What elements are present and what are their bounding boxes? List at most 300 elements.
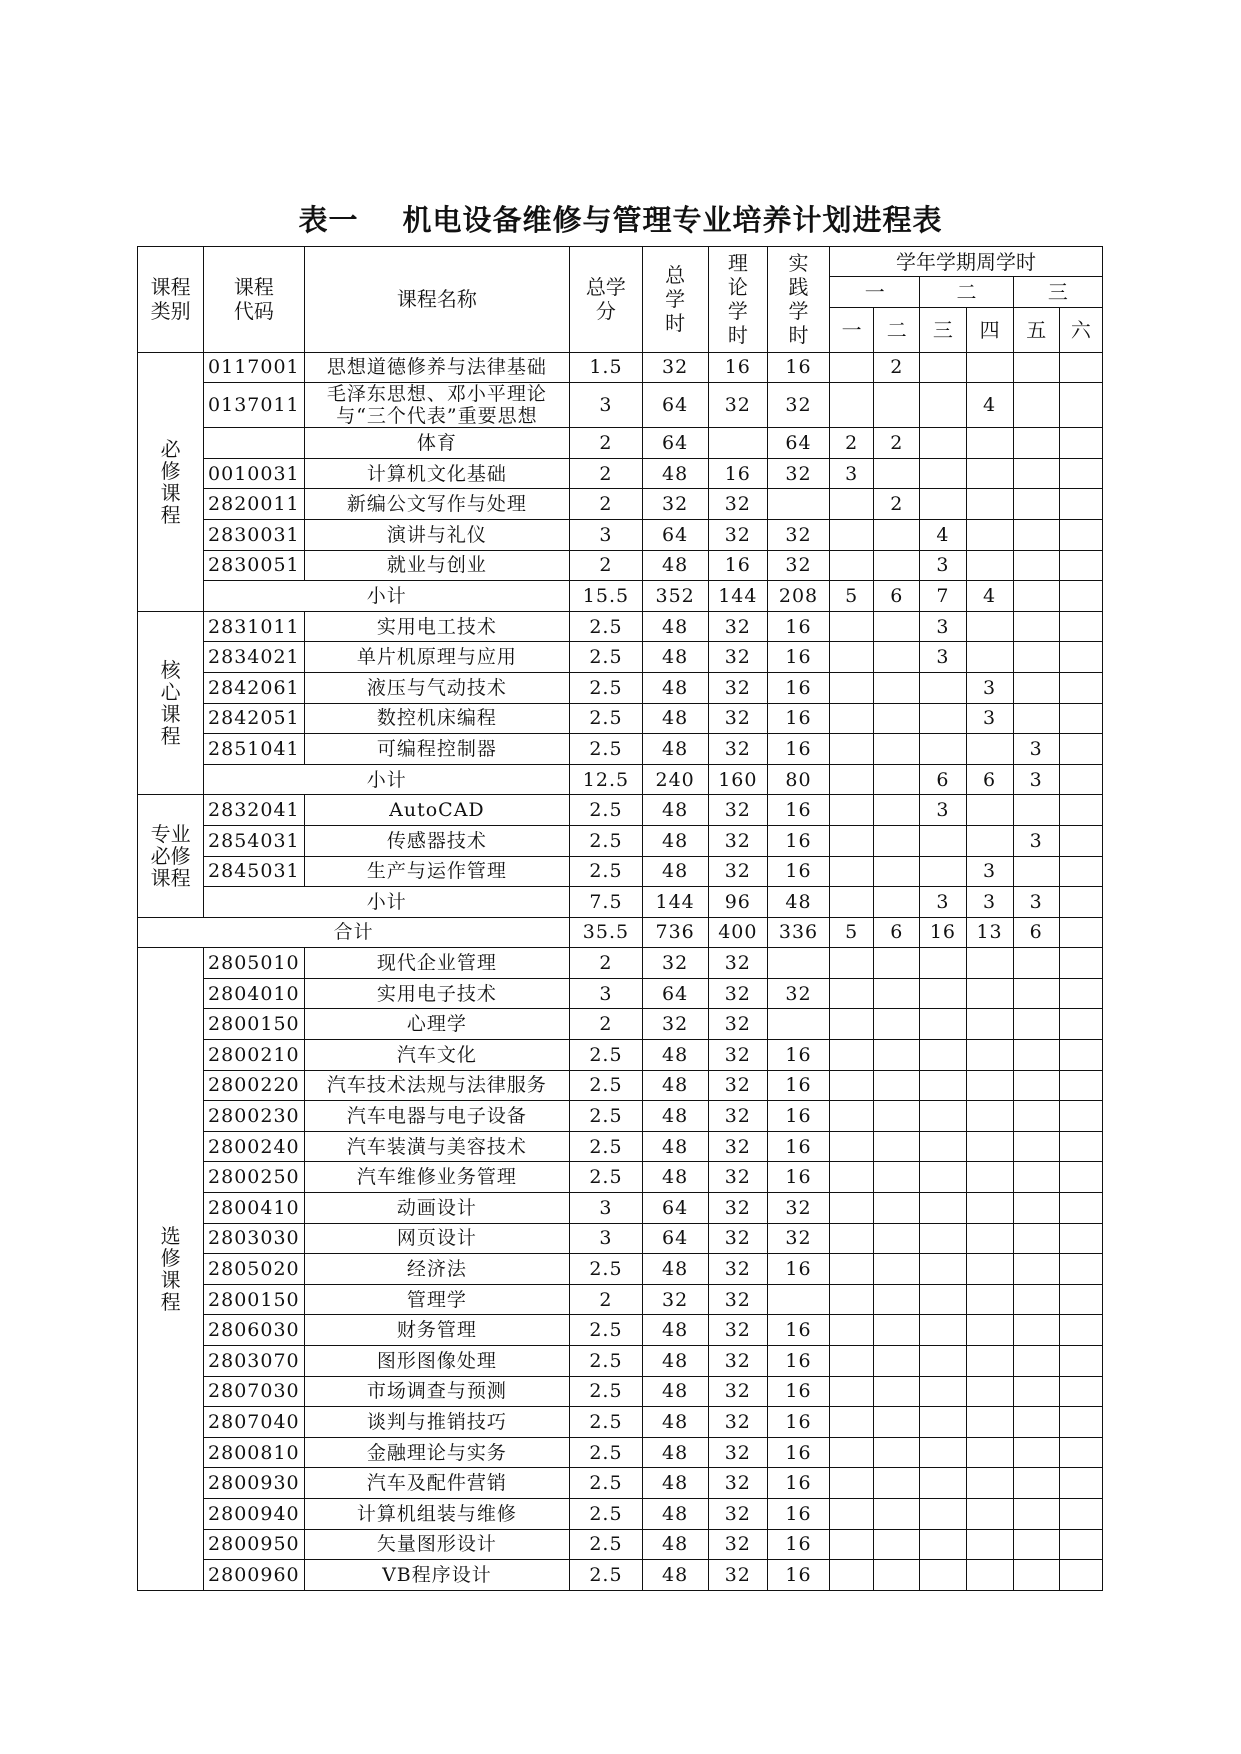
- term-6-hours-cell: [1059, 856, 1102, 887]
- practice-hours-cell: 32: [767, 519, 829, 550]
- theory-hours-cell: 16: [708, 352, 767, 383]
- total-hours-cell: 64: [642, 519, 708, 550]
- header-total-hours: 总学时: [642, 247, 708, 353]
- total-hours-cell: 64: [642, 1223, 708, 1254]
- total-hours-cell: 240: [642, 764, 708, 795]
- term-3-hours-cell: [920, 856, 966, 887]
- term-5-hours-cell: 6: [1013, 917, 1059, 948]
- elective-row: [138, 1468, 1103, 1499]
- term-4-hours-cell: [966, 1254, 1013, 1285]
- course-name-cell: 谈判与推销技巧: [304, 1407, 570, 1438]
- term-4-hours-cell: [966, 458, 1013, 489]
- term-6-hours-cell: [1059, 1131, 1102, 1162]
- term-6-hours-cell: [1059, 948, 1102, 979]
- total-hours-cell: 64: [642, 428, 708, 459]
- term-3-hours-cell: [920, 672, 966, 703]
- term-2-hours-cell: 2: [874, 352, 920, 383]
- term-2-hours-cell: [874, 887, 920, 918]
- term-6-hours-cell: [1059, 825, 1102, 856]
- course-code-cell: 0117001: [204, 352, 304, 383]
- total-hours-cell: 48: [642, 1560, 708, 1591]
- term-6-hours-cell: [1059, 519, 1102, 550]
- term-5-hours-cell: [1013, 856, 1059, 887]
- term-6-hours-cell: [1059, 734, 1102, 765]
- term-2-hours-cell: [874, 825, 920, 856]
- term-3-hours-cell: [920, 1193, 966, 1224]
- total-hours-cell: 48: [642, 1162, 708, 1193]
- theory-hours-cell: 32: [708, 642, 767, 673]
- practice-hours-cell: 336: [767, 917, 829, 948]
- practice-hours-cell: 32: [767, 1223, 829, 1254]
- course-code-cell: 2805020: [204, 1254, 304, 1285]
- course-code-cell: 2842061: [204, 672, 304, 703]
- elective-row: [138, 978, 1103, 1009]
- term-4-hours-cell: 3: [966, 887, 1013, 918]
- term-4-hours-cell: [966, 1101, 1013, 1132]
- credits-cell: 1.5: [570, 352, 642, 383]
- term-4-hours-cell: [966, 1131, 1013, 1162]
- term-6-hours-cell: [1059, 1315, 1102, 1346]
- term-2-hours-cell: [874, 672, 920, 703]
- theory-hours-cell: 32: [708, 1193, 767, 1224]
- term-4-hours-cell: [966, 1070, 1013, 1101]
- subtotal-label: 小计: [204, 887, 570, 918]
- table-row: [138, 428, 1103, 459]
- credits-cell: 7.5: [570, 887, 642, 918]
- practice-hours-cell: 16: [767, 352, 829, 383]
- term-5-hours-cell: [1013, 383, 1059, 428]
- credits-cell: 2.5: [570, 1131, 642, 1162]
- term-3-hours-cell: [920, 703, 966, 734]
- term-6-hours-cell: [1059, 611, 1102, 642]
- table-row: [138, 672, 1103, 703]
- term-3-hours-cell: 7: [920, 581, 966, 612]
- theory-hours-cell: 32: [708, 1162, 767, 1193]
- theory-hours-cell: [708, 428, 767, 459]
- term-3-hours-cell: [920, 489, 966, 520]
- term-3-hours-cell: [920, 1529, 966, 1560]
- course-name-cell: 市场调查与预测: [304, 1376, 570, 1407]
- term-5-hours-cell: 3: [1013, 887, 1059, 918]
- term-2-hours-cell: [874, 1376, 920, 1407]
- term-2-hours-cell: [874, 1437, 920, 1468]
- course-code-cell: 2800230: [204, 1101, 304, 1132]
- term-5-hours-cell: [1013, 703, 1059, 734]
- credits-cell: 2.5: [570, 1346, 642, 1377]
- term-2-hours-cell: [874, 948, 920, 979]
- term-3-hours-cell: [920, 948, 966, 979]
- total-hours-cell: 48: [642, 458, 708, 489]
- course-name-cell: 实用电子技术: [304, 978, 570, 1009]
- practice-hours-cell: 16: [767, 1254, 829, 1285]
- table-row: [138, 352, 1103, 383]
- term-5-hours-cell: [1013, 489, 1059, 520]
- term-6-hours-cell: [1059, 1498, 1102, 1529]
- total-hours-cell: 48: [642, 795, 708, 826]
- term-3-hours-cell: [920, 1346, 966, 1377]
- theory-hours-cell: 32: [708, 795, 767, 826]
- course-code-cell: [204, 428, 304, 459]
- header-name: 课程名称: [304, 247, 570, 353]
- term-1-hours-cell: [830, 1468, 874, 1499]
- total-hours-cell: 64: [642, 383, 708, 428]
- credits-cell: 2.5: [570, 1376, 642, 1407]
- credits-cell: 2.5: [570, 1162, 642, 1193]
- elective-row: [138, 1315, 1103, 1346]
- term-5-hours-cell: [1013, 1193, 1059, 1224]
- term-2-hours-cell: [874, 1193, 920, 1224]
- course-code-cell: 2845031: [204, 856, 304, 887]
- term-3-hours-cell: [920, 1468, 966, 1499]
- term-5-hours-cell: [1013, 611, 1059, 642]
- total-hours-cell: 48: [642, 550, 708, 581]
- subtotal-row: [138, 581, 1103, 612]
- header-category: 课程类别: [138, 247, 204, 353]
- practice-hours-cell: 16: [767, 825, 829, 856]
- theory-hours-cell: 32: [708, 1529, 767, 1560]
- term-5-hours-cell: [1013, 1346, 1059, 1377]
- course-code-cell: 2807040: [204, 1407, 304, 1438]
- term-6-hours-cell: [1059, 1407, 1102, 1438]
- total-hours-cell: 48: [642, 1040, 708, 1071]
- course-code-cell: 2834021: [204, 642, 304, 673]
- table-row: [138, 642, 1103, 673]
- course-name-cell: 汽车电器与电子设备: [304, 1101, 570, 1132]
- term-2-hours-cell: [874, 1101, 920, 1132]
- category-cell: 必修课程: [138, 352, 204, 611]
- elective-row: [138, 1437, 1103, 1468]
- term-4-hours-cell: [966, 825, 1013, 856]
- practice-hours-cell: 16: [767, 1376, 829, 1407]
- total-hours-cell: 48: [642, 1529, 708, 1560]
- term-2-hours-cell: [874, 519, 920, 550]
- header-term-1: 一: [830, 307, 874, 352]
- subtotal-label: 小计: [204, 764, 570, 795]
- term-5-hours-cell: 3: [1013, 764, 1059, 795]
- theory-hours-cell: 32: [708, 489, 767, 520]
- term-2-hours-cell: [874, 1498, 920, 1529]
- term-5-hours-cell: [1013, 1162, 1059, 1193]
- term-5-hours-cell: [1013, 978, 1059, 1009]
- term-4-hours-cell: [966, 428, 1013, 459]
- credits-cell: 2: [570, 489, 642, 520]
- term-1-hours-cell: [830, 1346, 874, 1377]
- credits-cell: 2.5: [570, 1254, 642, 1285]
- term-3-hours-cell: [920, 1101, 966, 1132]
- term-3-hours-cell: [920, 1437, 966, 1468]
- term-6-hours-cell: [1059, 672, 1102, 703]
- term-6-hours-cell: [1059, 978, 1102, 1009]
- course-name-cell: 毛泽东思想、邓小平理论与“三个代表”重要思想: [304, 383, 570, 428]
- subtotal-row: [138, 887, 1103, 918]
- elective-row: [138, 1101, 1103, 1132]
- header-term-3: 三: [920, 307, 966, 352]
- credits-cell: 2.5: [570, 642, 642, 673]
- term-6-hours-cell: [1059, 1223, 1102, 1254]
- term-1-hours-cell: [830, 734, 874, 765]
- term-1-hours-cell: [830, 703, 874, 734]
- term-4-hours-cell: [966, 1223, 1013, 1254]
- practice-hours-cell: 16: [767, 1040, 829, 1071]
- term-4-hours-cell: 3: [966, 672, 1013, 703]
- course-code-cell: 2830051: [204, 550, 304, 581]
- term-4-hours-cell: [966, 1193, 1013, 1224]
- term-6-hours-cell: [1059, 1346, 1102, 1377]
- term-5-hours-cell: [1013, 642, 1059, 673]
- term-3-hours-cell: [920, 1070, 966, 1101]
- credits-cell: 35.5: [570, 917, 642, 948]
- theory-hours-cell: 16: [708, 458, 767, 489]
- elective-row: [138, 1376, 1103, 1407]
- total-hours-cell: 48: [642, 642, 708, 673]
- term-6-hours-cell: [1059, 1284, 1102, 1315]
- term-4-hours-cell: [966, 550, 1013, 581]
- term-4-hours-cell: [966, 1560, 1013, 1591]
- course-code-cell: 2800240: [204, 1131, 304, 1162]
- term-2-hours-cell: [874, 734, 920, 765]
- term-2-hours-cell: [874, 978, 920, 1009]
- term-2-hours-cell: [874, 383, 920, 428]
- table-body: [138, 352, 1103, 1590]
- term-4-hours-cell: [966, 1284, 1013, 1315]
- table-row: [138, 458, 1103, 489]
- practice-hours-cell: 32: [767, 383, 829, 428]
- term-1-hours-cell: [830, 352, 874, 383]
- term-4-hours-cell: 4: [966, 581, 1013, 612]
- term-1-hours-cell: [830, 1437, 874, 1468]
- term-4-hours-cell: [966, 611, 1013, 642]
- course-code-cell: 2854031: [204, 825, 304, 856]
- term-5-hours-cell: [1013, 1529, 1059, 1560]
- term-5-hours-cell: [1013, 352, 1059, 383]
- theory-hours-cell: 32: [708, 703, 767, 734]
- practice-hours-cell: 64: [767, 428, 829, 459]
- total-hours-cell: 48: [642, 703, 708, 734]
- term-3-hours-cell: [920, 734, 966, 765]
- table-row: [138, 856, 1103, 887]
- term-6-hours-cell: [1059, 1070, 1102, 1101]
- term-6-hours-cell: [1059, 703, 1102, 734]
- theory-hours-cell: 32: [708, 1040, 767, 1071]
- term-6-hours-cell: [1059, 887, 1102, 918]
- term-3-hours-cell: [920, 458, 966, 489]
- header-practice-hours: 实践学时: [767, 247, 829, 353]
- term-2-hours-cell: [874, 611, 920, 642]
- total-hours-cell: 736: [642, 917, 708, 948]
- term-2-hours-cell: [874, 1162, 920, 1193]
- practice-hours-cell: 16: [767, 611, 829, 642]
- total-hours-cell: 64: [642, 978, 708, 1009]
- course-code-cell: 2800930: [204, 1468, 304, 1499]
- practice-hours-cell: 16: [767, 856, 829, 887]
- header-year-2: 二: [920, 277, 1013, 308]
- credits-cell: 2: [570, 1284, 642, 1315]
- course-name-cell: 演讲与礼仪: [304, 519, 570, 550]
- term-6-hours-cell: [1059, 383, 1102, 428]
- course-name-cell: 单片机原理与应用: [304, 642, 570, 673]
- practice-hours-cell: [767, 948, 829, 979]
- term-1-hours-cell: [830, 1376, 874, 1407]
- term-4-hours-cell: [966, 1376, 1013, 1407]
- course-name-cell: 现代企业管理: [304, 948, 570, 979]
- term-5-hours-cell: [1013, 1376, 1059, 1407]
- term-5-hours-cell: [1013, 1101, 1059, 1132]
- grand-total-row: [138, 917, 1103, 948]
- course-code-cell: 2800410: [204, 1193, 304, 1224]
- term-4-hours-cell: [966, 1468, 1013, 1499]
- practice-hours-cell: 16: [767, 1070, 829, 1101]
- credits-cell: 12.5: [570, 764, 642, 795]
- table-row: [138, 489, 1103, 520]
- term-6-hours-cell: [1059, 795, 1102, 826]
- credits-cell: 2.5: [570, 703, 642, 734]
- term-6-hours-cell: [1059, 1529, 1102, 1560]
- elective-row: [138, 1346, 1103, 1377]
- practice-hours-cell: 48: [767, 887, 829, 918]
- theory-hours-cell: 32: [708, 1101, 767, 1132]
- term-2-hours-cell: [874, 1284, 920, 1315]
- term-6-hours-cell: [1059, 1560, 1102, 1591]
- theory-hours-cell: 16: [708, 550, 767, 581]
- course-code-cell: 2851041: [204, 734, 304, 765]
- term-6-hours-cell: [1059, 642, 1102, 673]
- credits-cell: 2.5: [570, 1407, 642, 1438]
- table-row: [138, 383, 1103, 428]
- elective-row: [138, 1560, 1103, 1591]
- practice-hours-cell: 16: [767, 703, 829, 734]
- term-1-hours-cell: [830, 1009, 874, 1040]
- theory-hours-cell: 32: [708, 1346, 767, 1377]
- title-prefix: 表一: [298, 203, 359, 237]
- term-6-hours-cell: [1059, 352, 1102, 383]
- theory-hours-cell: 32: [708, 825, 767, 856]
- term-4-hours-cell: 3: [966, 856, 1013, 887]
- total-hours-cell: 32: [642, 948, 708, 979]
- term-4-hours-cell: 6: [966, 764, 1013, 795]
- term-2-hours-cell: [874, 795, 920, 826]
- term-2-hours-cell: [874, 764, 920, 795]
- course-code-cell: 2800150: [204, 1009, 304, 1040]
- total-hours-cell: 32: [642, 352, 708, 383]
- credits-cell: 2.5: [570, 611, 642, 642]
- subtotal-label: 小计: [204, 581, 570, 612]
- credits-cell: 2: [570, 948, 642, 979]
- term-2-hours-cell: 6: [874, 917, 920, 948]
- theory-hours-cell: 32: [708, 1070, 767, 1101]
- term-1-hours-cell: [830, 1101, 874, 1132]
- term-5-hours-cell: [1013, 1437, 1059, 1468]
- term-3-hours-cell: [920, 1498, 966, 1529]
- course-code-cell: 2805010: [204, 948, 304, 979]
- term-1-hours-cell: [830, 1560, 874, 1591]
- table-row: [138, 703, 1103, 734]
- training-plan-table: [137, 246, 1103, 1591]
- term-5-hours-cell: [1013, 1223, 1059, 1254]
- term-6-hours-cell: [1059, 1468, 1102, 1499]
- theory-hours-cell: 32: [708, 1223, 767, 1254]
- course-code-cell: 2804010: [204, 978, 304, 1009]
- credits-cell: 2: [570, 550, 642, 581]
- total-hours-cell: 48: [642, 1101, 708, 1132]
- term-1-hours-cell: [830, 1193, 874, 1224]
- credits-cell: 2.5: [570, 1529, 642, 1560]
- theory-hours-cell: 32: [708, 856, 767, 887]
- course-code-cell: 0010031: [204, 458, 304, 489]
- term-2-hours-cell: [874, 1529, 920, 1560]
- practice-hours-cell: 16: [767, 1437, 829, 1468]
- theory-hours-cell: 160: [708, 764, 767, 795]
- course-name-cell: 液压与气动技术: [304, 672, 570, 703]
- credits-cell: 2.5: [570, 1468, 642, 1499]
- course-name-cell: 网页设计: [304, 1223, 570, 1254]
- total-hours-cell: 64: [642, 1193, 708, 1224]
- term-5-hours-cell: [1013, 1560, 1059, 1591]
- term-4-hours-cell: 4: [966, 383, 1013, 428]
- credits-cell: 2.5: [570, 1070, 642, 1101]
- total-hours-cell: 48: [642, 672, 708, 703]
- theory-hours-cell: 32: [708, 1254, 767, 1285]
- practice-hours-cell: 80: [767, 764, 829, 795]
- category-cell: 核心课程: [138, 611, 204, 795]
- practice-hours-cell: 32: [767, 978, 829, 1009]
- term-1-hours-cell: [830, 550, 874, 581]
- term-1-hours-cell: 5: [830, 581, 874, 612]
- term-1-hours-cell: [830, 1315, 874, 1346]
- term-3-hours-cell: [920, 383, 966, 428]
- course-code-cell: 2807030: [204, 1376, 304, 1407]
- theory-hours-cell: 32: [708, 1131, 767, 1162]
- term-2-hours-cell: [874, 1009, 920, 1040]
- term-5-hours-cell: [1013, 948, 1059, 979]
- term-2-hours-cell: [874, 1560, 920, 1591]
- theory-hours-cell: 32: [708, 978, 767, 1009]
- term-6-hours-cell: [1059, 489, 1102, 520]
- credits-cell: 3: [570, 519, 642, 550]
- term-3-hours-cell: [920, 1315, 966, 1346]
- total-hours-cell: 48: [642, 1254, 708, 1285]
- practice-hours-cell: 32: [767, 550, 829, 581]
- term-4-hours-cell: [966, 1498, 1013, 1529]
- practice-hours-cell: 16: [767, 1162, 829, 1193]
- term-2-hours-cell: [874, 1315, 920, 1346]
- theory-hours-cell: 32: [708, 734, 767, 765]
- theory-hours-cell: 144: [708, 581, 767, 612]
- term-3-hours-cell: [920, 1040, 966, 1071]
- course-code-cell: 2830031: [204, 519, 304, 550]
- term-5-hours-cell: [1013, 550, 1059, 581]
- term-3-hours-cell: [920, 978, 966, 1009]
- theory-hours-cell: 32: [708, 948, 767, 979]
- table-row: [138, 795, 1103, 826]
- credits-cell: 3: [570, 1223, 642, 1254]
- term-2-hours-cell: [874, 703, 920, 734]
- practice-hours-cell: 16: [767, 1101, 829, 1132]
- term-6-hours-cell: [1059, 917, 1102, 948]
- total-hours-cell: 32: [642, 1009, 708, 1040]
- term-5-hours-cell: [1013, 1040, 1059, 1071]
- subtotal-row: [138, 764, 1103, 795]
- term-5-hours-cell: [1013, 1468, 1059, 1499]
- course-code-cell: 2800250: [204, 1162, 304, 1193]
- credits-cell: 2: [570, 428, 642, 459]
- course-code-cell: 2800940: [204, 1498, 304, 1529]
- term-1-hours-cell: [830, 519, 874, 550]
- header-term-6: 六: [1059, 307, 1102, 352]
- term-3-hours-cell: [920, 1560, 966, 1591]
- term-5-hours-cell: [1013, 1498, 1059, 1529]
- theory-hours-cell: 32: [708, 1315, 767, 1346]
- term-1-hours-cell: [830, 1223, 874, 1254]
